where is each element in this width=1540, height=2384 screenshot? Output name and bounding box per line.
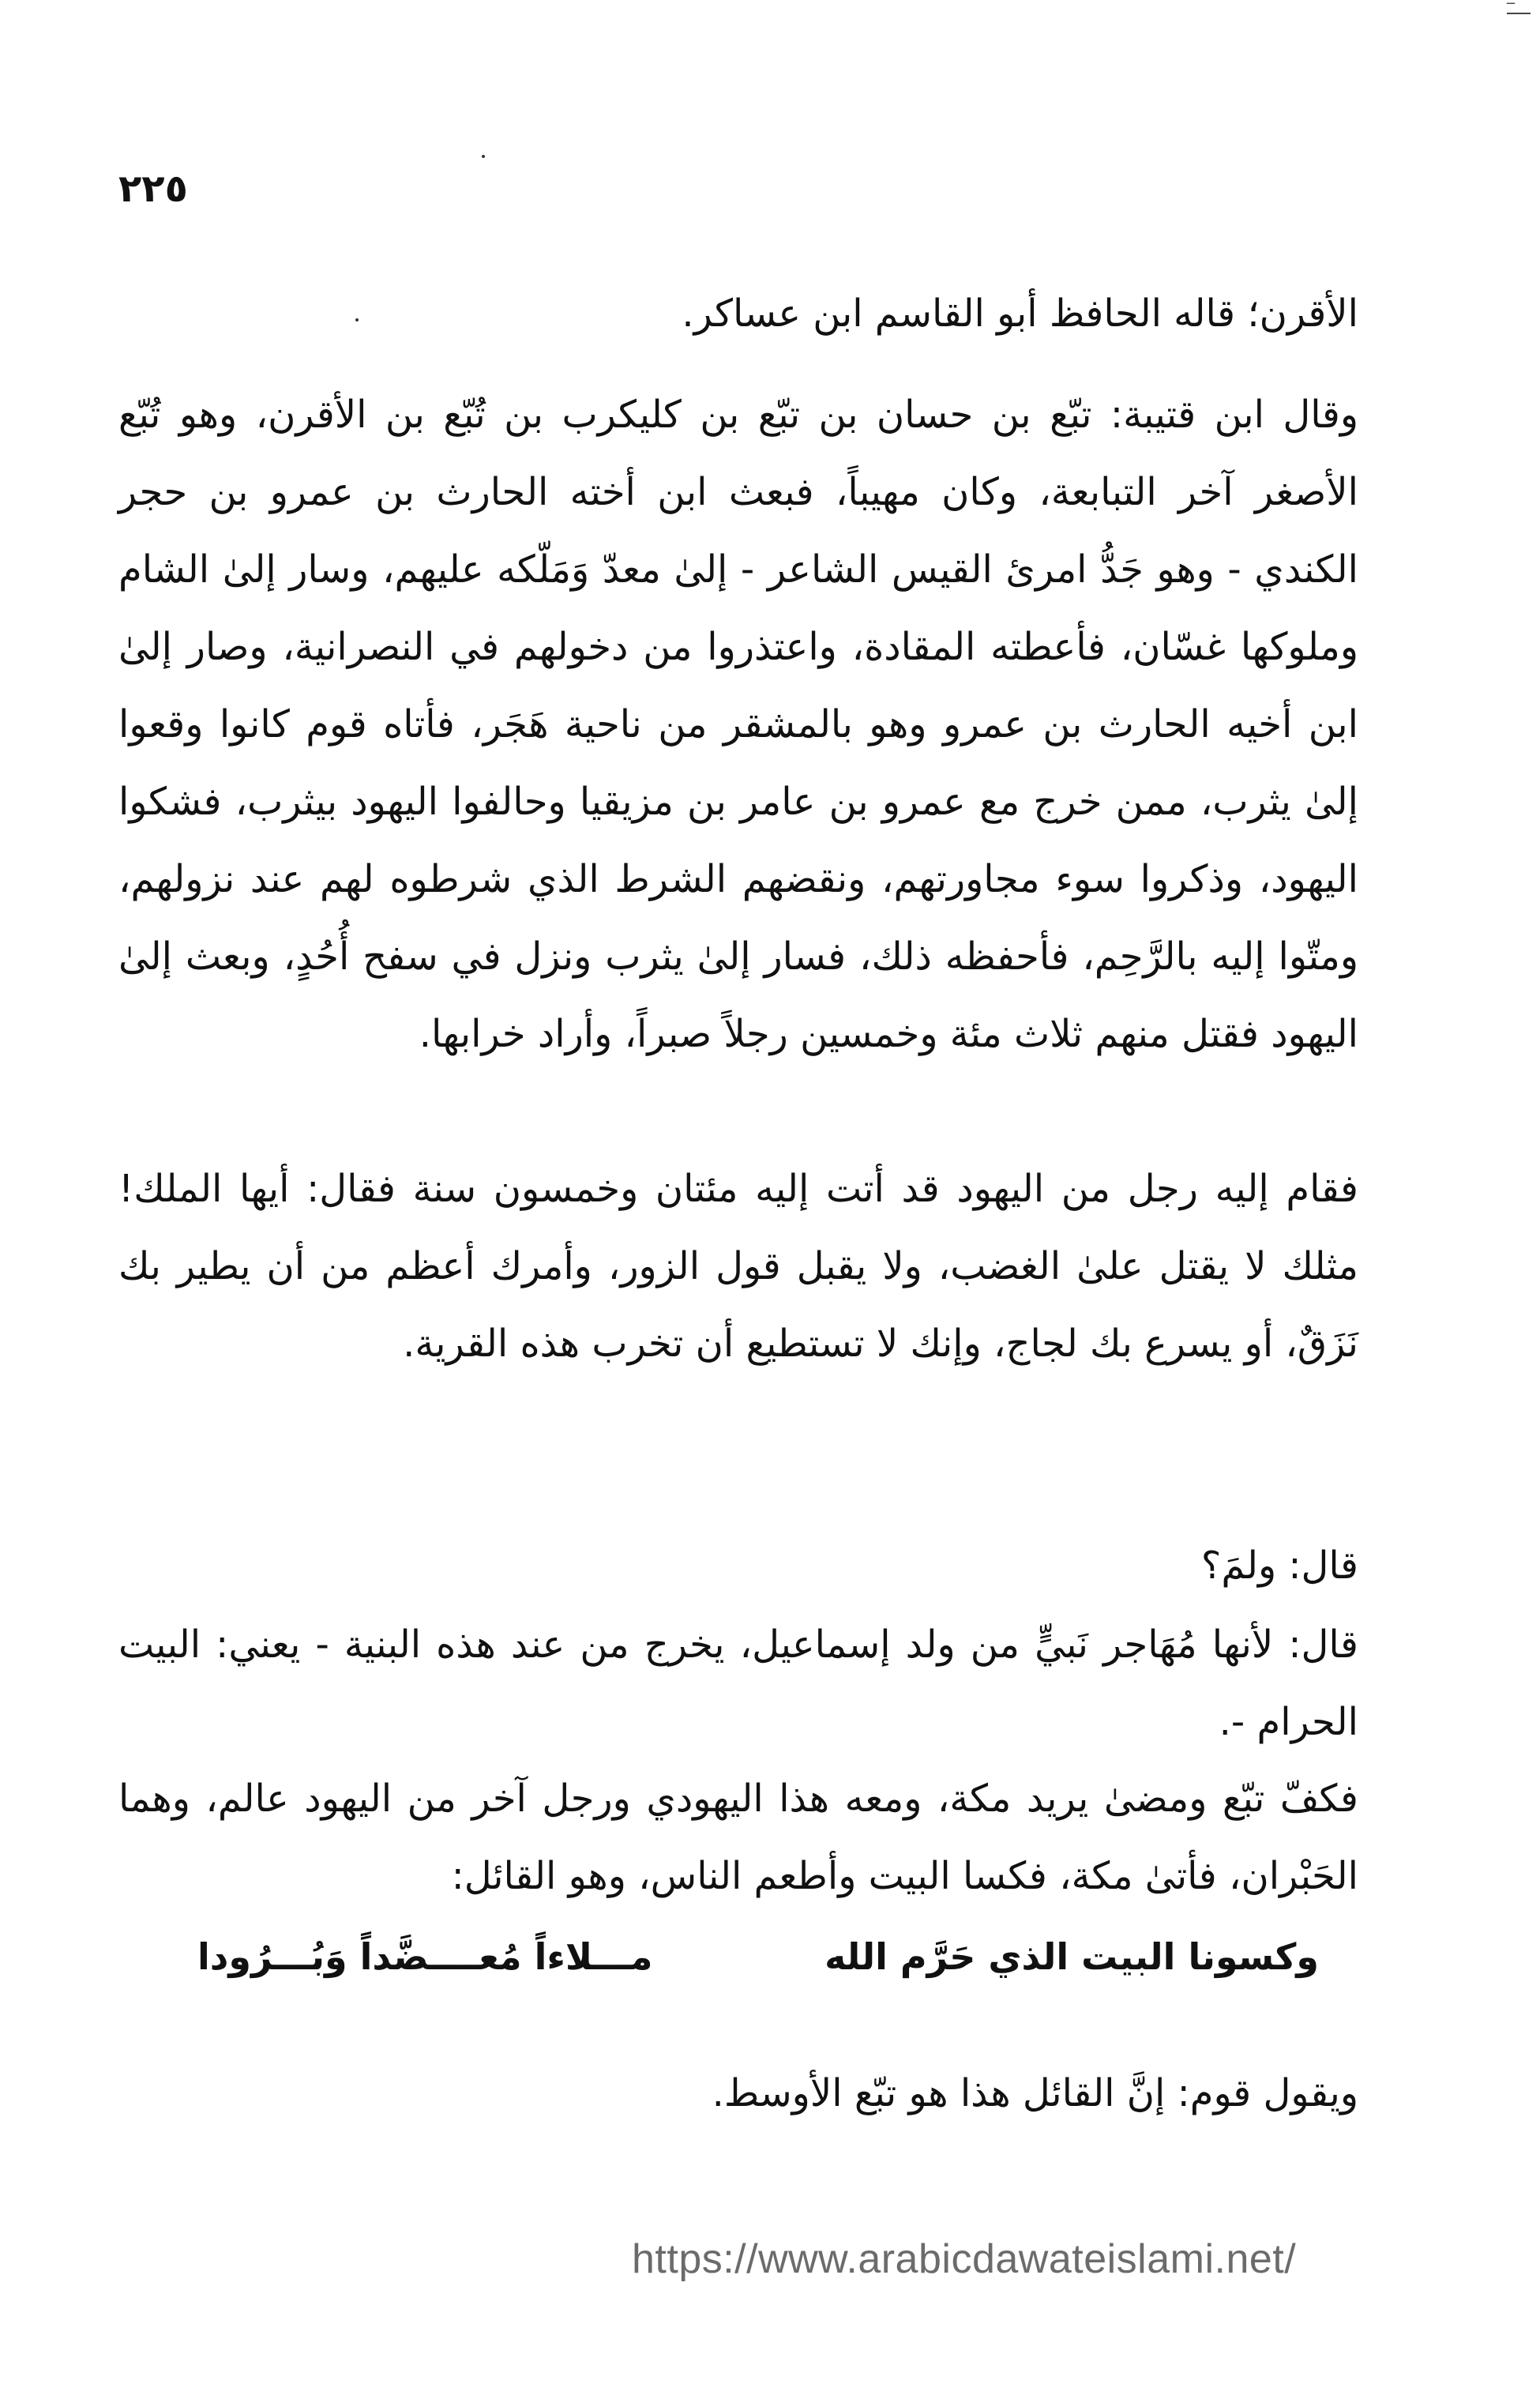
- corner-mark: ‾: [1507, 0, 1531, 14]
- scan-speck: [355, 318, 359, 322]
- scan-speck: [482, 155, 485, 158]
- paragraph-1: الأقرن؛ قاله الحافظ أبو القاسم ابن عساكر.: [682, 291, 1358, 336]
- paragraph-3: فقام إليه رجل من اليهود قد أتت إليه مئتان وخمسون سنة فقال: أيها الملك! مثلك لا يقتل علىٰ الغضب، ولا يقبل قول الزور، وأمرك أعظم من أن يطير بك نَزَقٌ، أو يسرع بك لجاج، وإنك لا تستطيع أن تخرب هذه القرية.: [118, 1167, 1358, 1366]
- poem-verse: [197, 1921, 1319, 1992]
- closing-paragraph: ويقول قوم: إنَّ القائل هذا هو تبّع الأوسط.: [712, 2071, 1358, 2115]
- paragraph-6: فكفّ تبّع ومضىٰ يريد مكة، ومعه هذا اليهودي ورجل آخر من اليهود عالم، وهما الحَبْران، فأتىٰ مكة، فكسا البيت وأطعم الناس، وهو القائل:: [118, 1777, 1358, 1898]
- watermark-url: https://www.arabicdawateislami.net/: [632, 2236, 1297, 2282]
- paragraph-5: قال: لأنها مُهَاجر نَبيٍّ من ولد إسماعيل، يخرج من عند هذه البنية - يعني: البيت الحرام -.: [118, 1623, 1358, 1744]
- paragraph-4: قال: ولمَ؟: [1200, 1544, 1358, 1588]
- paragraph-2: وقال ابن قتيبة: تبّع بن حسان بن تبّع بن كليكرب بن تُبّع بن الأقرن، وهو تُبّع الأصغر آخر التبابعة، وكان مهيباً، فبعث ابن أخته الحارث بن عمرو بن حجر الكندي - وهو جَدُّ امرئ القيس الشاعر - إلىٰ معدّ وَمَلّكه عليهم، وسار إلىٰ الشام وملوكها غسّان، فأعطته المقادة، واعتذروا من دخولهم في النصرانية، وصار إلىٰ ابن أخيه الحارث بن عمرو وهو بالمشقر من ناحية هَجَر، فأتاه قوم كانوا وقعوا إلىٰ يثرب، ممن خرج مع عمرو بن عامر بن مزيقيا وحالفوا اليهود بيثرب، فشكوا اليهود، وذكروا سوء مجاورتهم، ونقضهم الشرط الذي شرطوه لهم عند نزولهم، ومتّوا إليه بالرَّحِم، فأحفظه ذلك، فسار إلىٰ يثرب ونزل في سفح أُحُدٍ، وبعث إلىٰ اليهود فقتل منهم ثلاث مئة وخمسين رجلاً صبراً، وأراد خرابها.: [118, 393, 1358, 1056]
- poem-first-hemistich: وكسونا البيت الذي حَرَّم الله: [824, 1935, 1319, 1978]
- page-number: ٢٢٥: [118, 167, 188, 211]
- poem-second-hemistich: مـــلاءاً مُعــــضَّداً وَبُـــرُودا: [197, 1935, 653, 1978]
